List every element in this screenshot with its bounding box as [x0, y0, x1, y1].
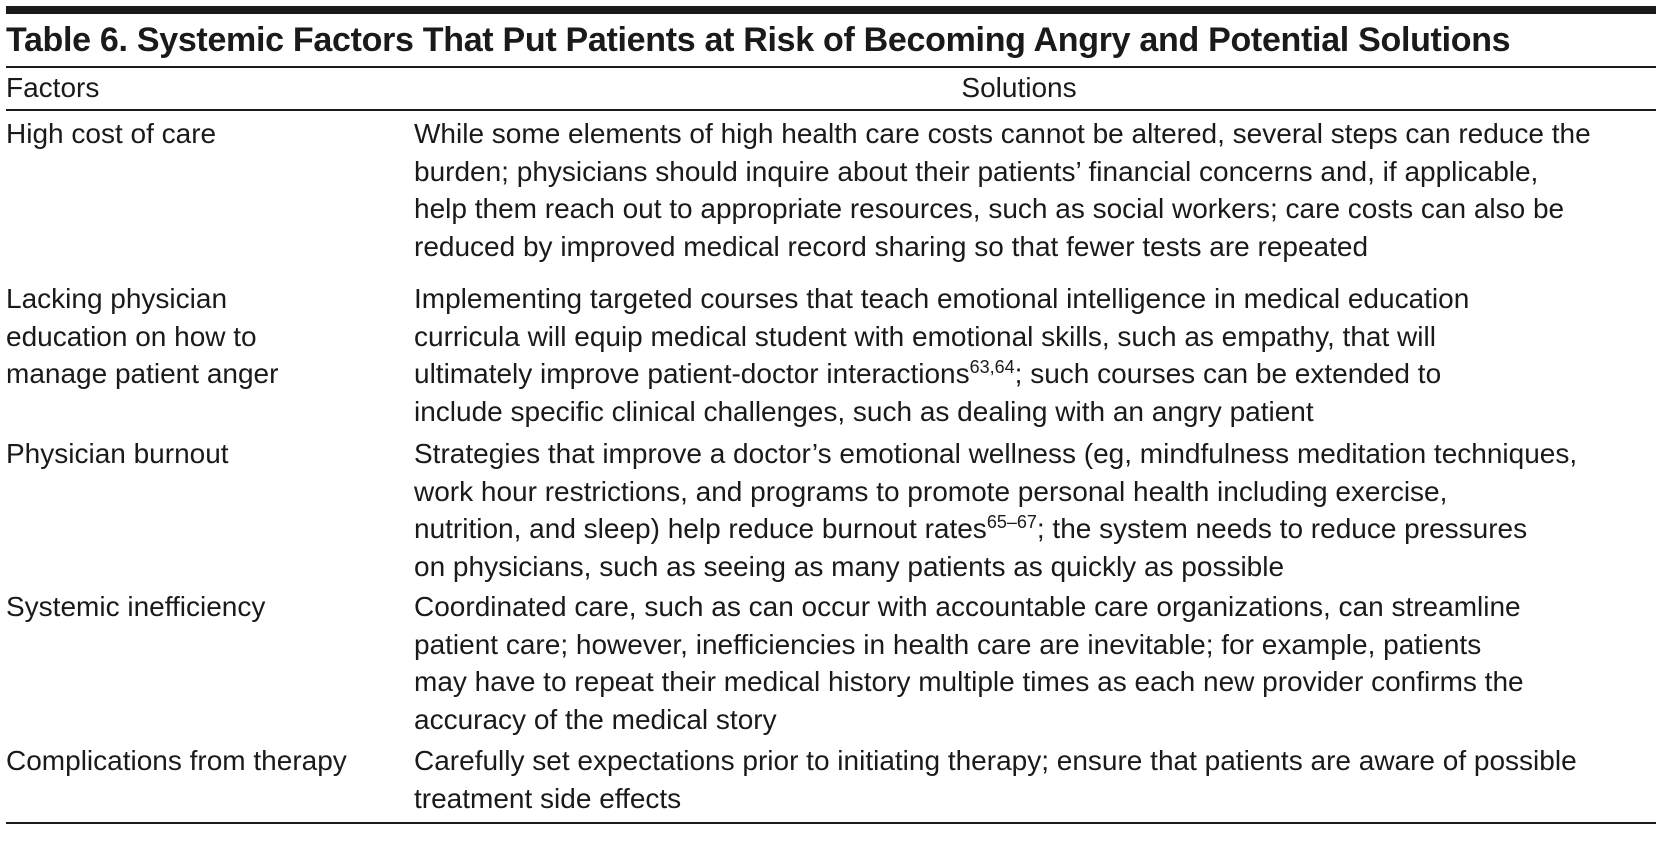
solution-text: nutrition, and sleep) help reduce burnout rates: [414, 513, 987, 544]
solution-line-with-citation: [414, 355, 1660, 393]
citation-superscript: 63,64: [969, 357, 1015, 377]
factor-line: Physician burnout: [6, 438, 229, 469]
solution-line: Coordinated care, such as can occur with accountable care organizations, can streamline: [414, 591, 1521, 622]
solution-text: ; the system needs to reduce pressures: [1036, 513, 1528, 544]
solution-line: treatment side effects: [414, 782, 682, 814]
factor-line: education on how to: [6, 320, 257, 352]
solution-line: burden; physicians should inquire about their patients’ financial concerns and, if applicable,: [414, 155, 1539, 187]
solution-cell: [414, 115, 1660, 265]
solution-line: reduced by improved medical record sharing so that fewer tests are repeated: [414, 230, 1369, 262]
solution-text: ultimately improve patient-doctor interactions: [414, 358, 970, 389]
header-divider: [6, 109, 1656, 111]
solution-line: work hour restrictions, and programs to promote personal health including exercise,: [414, 475, 1448, 507]
solution-cell: [414, 588, 1660, 738]
table-title: Table 6. Systemic Factors That Put Patients at Risk of Becoming Angry and Potential Solutions: [6, 21, 1511, 59]
solution-line: accuracy of the medical story: [414, 703, 777, 735]
solution-line: Implementing targeted courses that teach emotional intelligence in medical education: [414, 283, 1470, 314]
solution-line: may have to repeat their medical history multiple times as each new provider confirms the: [414, 666, 1524, 697]
factor-line: Systemic inefficiency: [6, 591, 266, 622]
header-factors: Factors: [6, 72, 100, 103]
factor-cell: [6, 115, 386, 153]
solution-line: patient care; however, inefficiencies in health care are inevitable; for example, patients: [414, 628, 1482, 660]
factor-cell: [6, 588, 386, 626]
solution-line: curricula will equip medical student with emotional skills, such as empathy, that will: [414, 320, 1436, 352]
solution-line: on physicians, such as seeing as many patients as quickly as possible: [414, 550, 1285, 582]
factor-line: manage patient anger: [6, 358, 279, 389]
solution-line: help them reach out to appropriate resources, such as social workers; care costs can also be: [414, 193, 1565, 224]
solution-line: Strategies that improve a doctor’s emotional wellness (eg, mindfulness meditation techniques,: [414, 438, 1578, 469]
factor-cell: [6, 435, 386, 473]
factor-cell: [6, 742, 386, 780]
solution-line: While some elements of high health care costs cannot be altered, several steps can reduce the: [414, 118, 1591, 149]
solution-cell: [414, 280, 1660, 430]
table-header: [6, 68, 1656, 108]
solution-line-with-citation: [414, 510, 1660, 548]
header-solutions: Solutions: [961, 72, 1077, 103]
bottom-rule: [6, 822, 1656, 824]
factor-line: Complications from therapy: [6, 745, 347, 776]
factor-line: High cost of care: [6, 118, 217, 149]
top-rule: [6, 6, 1656, 14]
solution-line: Carefully set expectations prior to initiating therapy; ensure that patients are aware of possible: [414, 745, 1577, 776]
solution-cell: [414, 742, 1660, 817]
solution-line: include specific clinical challenges, such as dealing with an angry patient: [414, 395, 1314, 427]
factor-cell: [6, 280, 386, 393]
factor-line: Lacking physician: [6, 283, 228, 314]
solution-cell: [414, 435, 1660, 585]
solution-text: ; such courses can be extended to: [1014, 358, 1442, 389]
citation-superscript: 65–67: [986, 512, 1037, 532]
